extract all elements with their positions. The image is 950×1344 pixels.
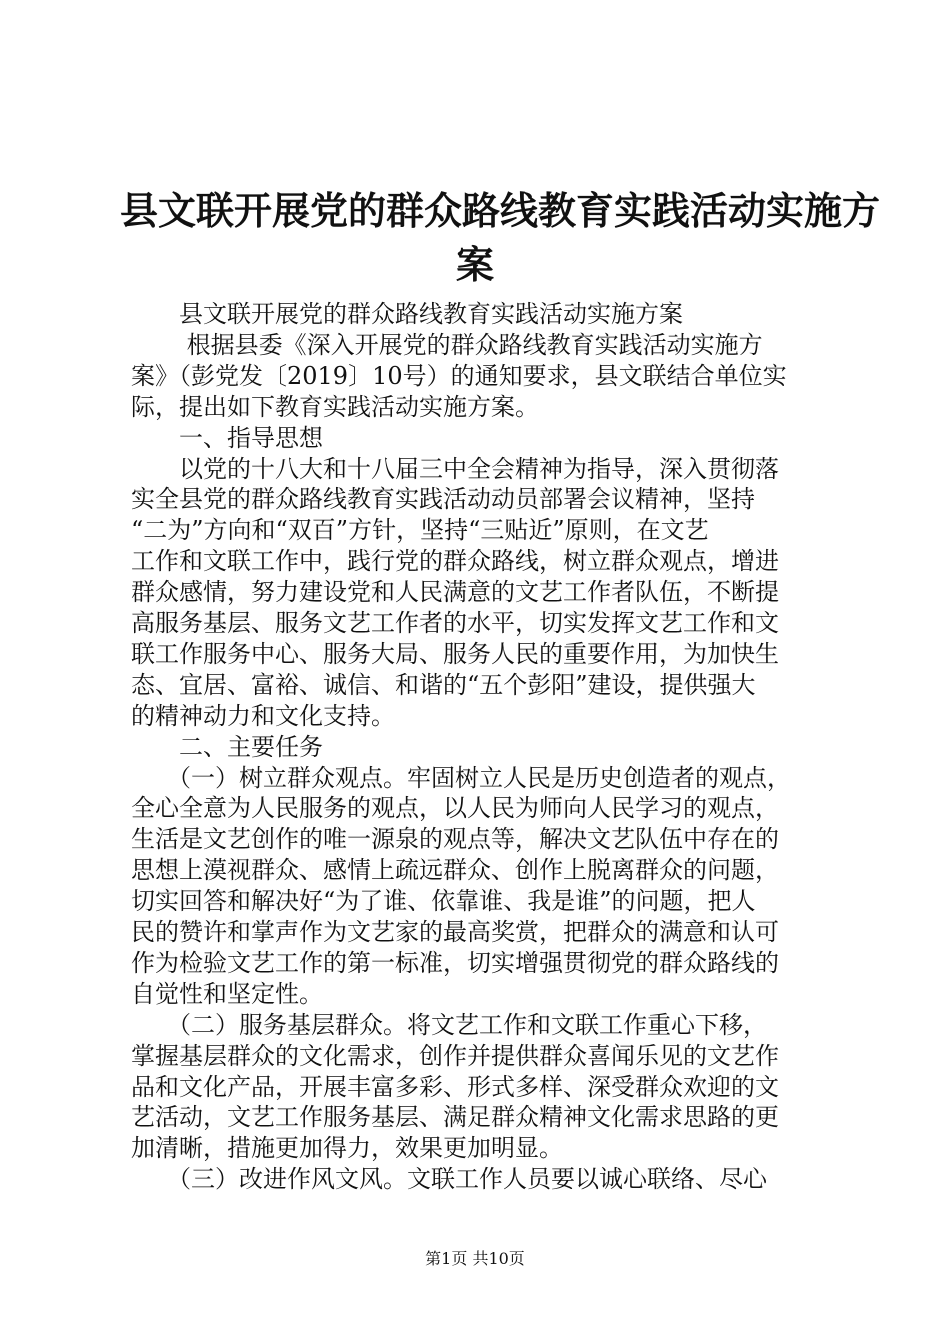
body-line: 艺活动，文艺工作服务基层、满足群众精神文化需求思路的更 xyxy=(131,1103,779,1132)
body-line: 思想上漠视群众、感情上疏远群众、创作上脱离群众的问题， xyxy=(131,856,779,885)
document-title-line-2: 案 xyxy=(455,242,494,287)
body-line: 全心全意为人民服务的观点，以人民为师向人民学习的观点， xyxy=(131,794,779,823)
body-line: 际，提出如下教育实践活动实施方案。 xyxy=(131,392,539,421)
body-line: 根据县委《深入开展党的群众路线教育实践活动实施方 xyxy=(131,330,763,359)
body-line: （二）服务基层群众。将文艺工作和文联工作重心下移， xyxy=(131,1010,767,1039)
page-footer: 第1页 共10页 xyxy=(425,1249,525,1268)
body-line: 切实回答和解决好“为了谁、依靠谁、我是谁”的问题，把人 xyxy=(131,887,756,916)
body-line: 一、指导思想 xyxy=(131,423,323,452)
body-line: 态、宜居、富裕、诚信、和谐的“五个彭阳”建设，提供强大 xyxy=(131,670,756,699)
body-line: 实全县党的群众路线教育实践活动动员部署会议精神，坚持 xyxy=(131,485,755,514)
body-line: 高服务基层、服务文艺工作者的水平，切实发挥文艺工作和文 xyxy=(131,609,779,637)
body-line: 的精神动力和文化支持。 xyxy=(131,701,395,730)
document-title-line-1: 县文联开展党的群众路线教育实践活动实施方 xyxy=(120,188,881,233)
body-line: 生活是文艺创作的唯一源泉的观点等，解决文艺队伍中存在的 xyxy=(131,825,779,854)
body-line: 民的赞许和掌声作为文艺家的最高奖赏，把群众的满意和认可 xyxy=(131,918,779,946)
body-line: （一）树立群众观点。牢固树立人民是历史创造者的观点， xyxy=(131,763,791,792)
body-line: 县文联开展党的群众路线教育实践活动实施方案 xyxy=(131,300,683,328)
body-line: 品和文化产品，开展丰富多彩、形式多样、深受群众欢迎的文 xyxy=(131,1072,779,1101)
body-line: 以党的十八大和十八届三中全会精神为指导，深入贯彻落 xyxy=(131,454,779,483)
body-line: 案》（彭党发〔2019〕10号）的通知要求，县文联结合单位实 xyxy=(131,361,787,390)
body-line: 二、主要任务 xyxy=(131,732,323,761)
body-line: 加清晰，措施更加得力，效果更加明显。 xyxy=(131,1134,563,1163)
body-line: 群众感情，努力建设党和人民满意的文艺工作者队伍，不断提 xyxy=(131,578,779,607)
body-line: 联工作服务中心、服务大局、服务人民的重要作用，为加快生 xyxy=(131,639,779,668)
body-line: 工作和文联工作中，践行党的群众路线，树立群众观点，增进 xyxy=(131,547,779,576)
body-line: “二为”方向和“双百”方针，坚持“三贴近”原则，在文艺 xyxy=(131,516,709,545)
body-line: 作为检验文艺工作的第一标准，切实增强贯彻党的群众路线的 xyxy=(131,948,779,977)
body-line: （三）改进作风文风。文联工作人员要以诚心联络、尽心 xyxy=(131,1165,767,1194)
body-line: 掌握基层群众的文化需求，创作并提供群众喜闻乐见的文艺作 xyxy=(131,1041,779,1070)
body-line: 自觉性和坚定性。 xyxy=(131,979,323,1008)
